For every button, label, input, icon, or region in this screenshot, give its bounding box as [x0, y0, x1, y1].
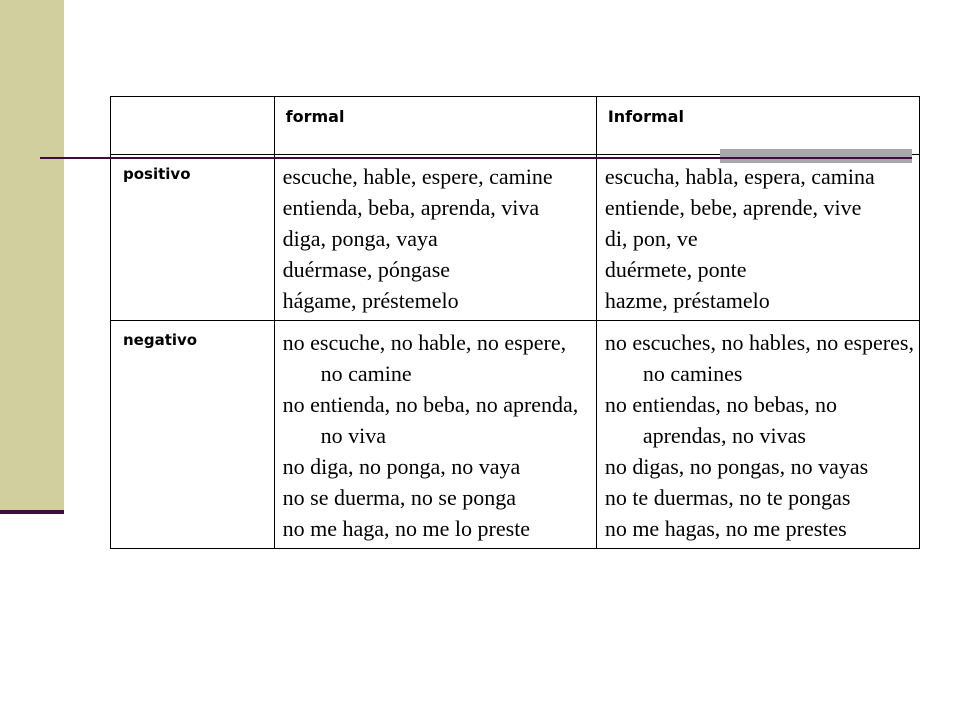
formal-line: duérmase, póngase — [282, 257, 451, 282]
header-empty-cell — [111, 97, 275, 155]
informal-line: no escuches, no hables, no esperes, no camines — [604, 330, 914, 386]
formal-line: no me haga, no me lo preste — [282, 516, 531, 541]
formal-line: escuche, hable, espere, camine — [282, 164, 553, 189]
informal-line: no digas, no pongas, no vayas — [604, 454, 869, 479]
top-accent-line — [40, 157, 912, 159]
formal-line: no diga, no ponga, no vaya — [282, 454, 521, 479]
header-informal-cell — [596, 97, 919, 155]
row-positivo — [111, 155, 920, 321]
formal-line: hágame, préstemelo — [282, 288, 459, 313]
formal-line: no se duerma, no se ponga — [282, 485, 517, 510]
row-label-negativo: negativo — [123, 331, 198, 349]
formal-cell — [274, 321, 596, 549]
header-row — [111, 97, 920, 155]
bottom-accent-line — [0, 510, 64, 514]
formal-line: entienda, beba, aprenda, viva — [282, 195, 540, 220]
formal-line: diga, ponga, vaya — [282, 226, 438, 251]
informal-line: no me hagas, no me prestes — [604, 516, 847, 541]
informal-line: no entiendas, no bebas, no aprendas, no vivas — [604, 392, 837, 448]
row-negativo — [111, 321, 920, 549]
header-formal: formal — [285, 107, 345, 126]
header-formal-cell — [274, 97, 596, 155]
informal-cell — [596, 321, 919, 549]
informal-line: escucha, habla, espera, camina — [604, 164, 875, 189]
informal-cell — [596, 155, 919, 321]
left-decorative-band — [0, 0, 64, 510]
informal-line: no te duermas, no te pongas — [604, 485, 851, 510]
formal-line: no entienda, no beba, no aprenda, no viva — [282, 392, 579, 448]
row-label-positivo: positivo — [123, 165, 191, 183]
imperative-table — [110, 96, 920, 549]
formal-line: no escuche, no hable, no espere, no camine — [282, 330, 567, 386]
informal-line: hazme, préstamelo — [604, 288, 770, 313]
grey-accent-bar — [720, 149, 912, 163]
informal-line: entiende, bebe, aprende, vive — [604, 195, 862, 220]
informal-line: di, pon, ve — [604, 226, 698, 251]
row-label-cell — [111, 321, 275, 549]
row-label-cell — [111, 155, 275, 321]
informal-line: duérmete, ponte — [604, 257, 747, 282]
formal-cell — [274, 155, 596, 321]
header-informal: Informal — [607, 107, 684, 126]
